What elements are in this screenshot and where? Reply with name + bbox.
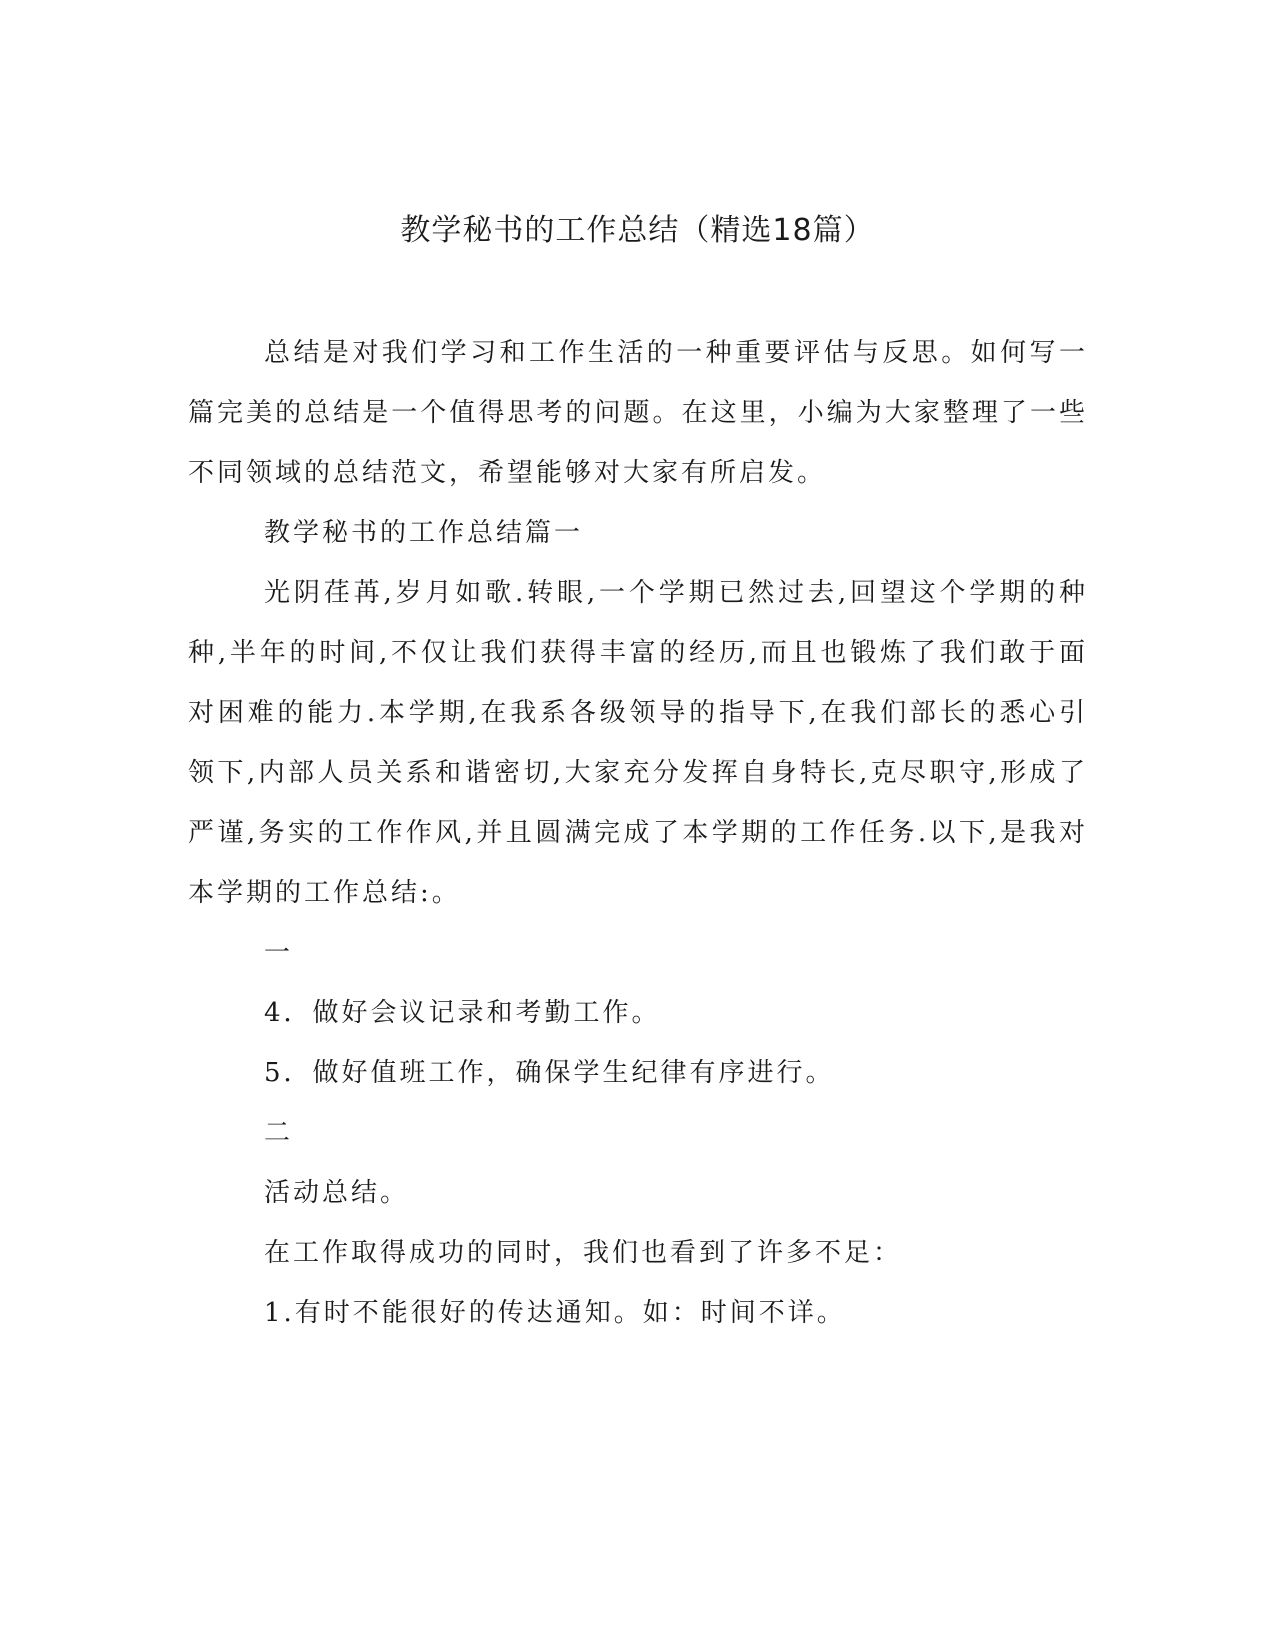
- section-number: 一: [264, 938, 294, 968]
- section-heading: 教学秘书的工作总结篇一: [264, 518, 584, 548]
- list-item: 5．做好值班工作，确保学生纪律有序进行。: [264, 1058, 835, 1088]
- intro-paragraph: 总结是对我们学习和工作生活的一种重要评估与反思。如何写一篇完美的总结是一个值得思考的问题。在这里，小编为大家整理了一些不同领域的总结范文，希望能够对大家有所启发。: [188, 338, 1088, 488]
- list-item: 4．做好会议记录和考勤工作。: [264, 998, 661, 1028]
- document-body: [188, 323, 1088, 1343]
- list-item: 1.有时不能很好的传达通知。如：时间不详。: [264, 1298, 846, 1328]
- body-paragraph: 活动总结。: [264, 1178, 410, 1208]
- body-paragraph: 光阴荏苒,岁月如歌.转眼,一个学期已然过去,回望这个学期的种种,半年的时间,不仅让我们获得丰富的经历,而且也锻炼了我们敢于面对困难的能力.本学期,在我系各级领导的指导下,在我们部长的悉心引领下,内部人员关系和谐密切,大家充分发挥自身特长,克尽职守,形成了严谨,务实的工作作风,并且圆满完成了本学期的工作任务.以下,是我对本学期的工作总结:。: [188, 578, 1088, 908]
- body-paragraph: 在工作取得成功的同时，我们也看到了许多不足：: [264, 1238, 903, 1268]
- document-title: 教学秘书的工作总结（精选18篇）: [400, 213, 875, 248]
- section-number: 二: [264, 1118, 294, 1148]
